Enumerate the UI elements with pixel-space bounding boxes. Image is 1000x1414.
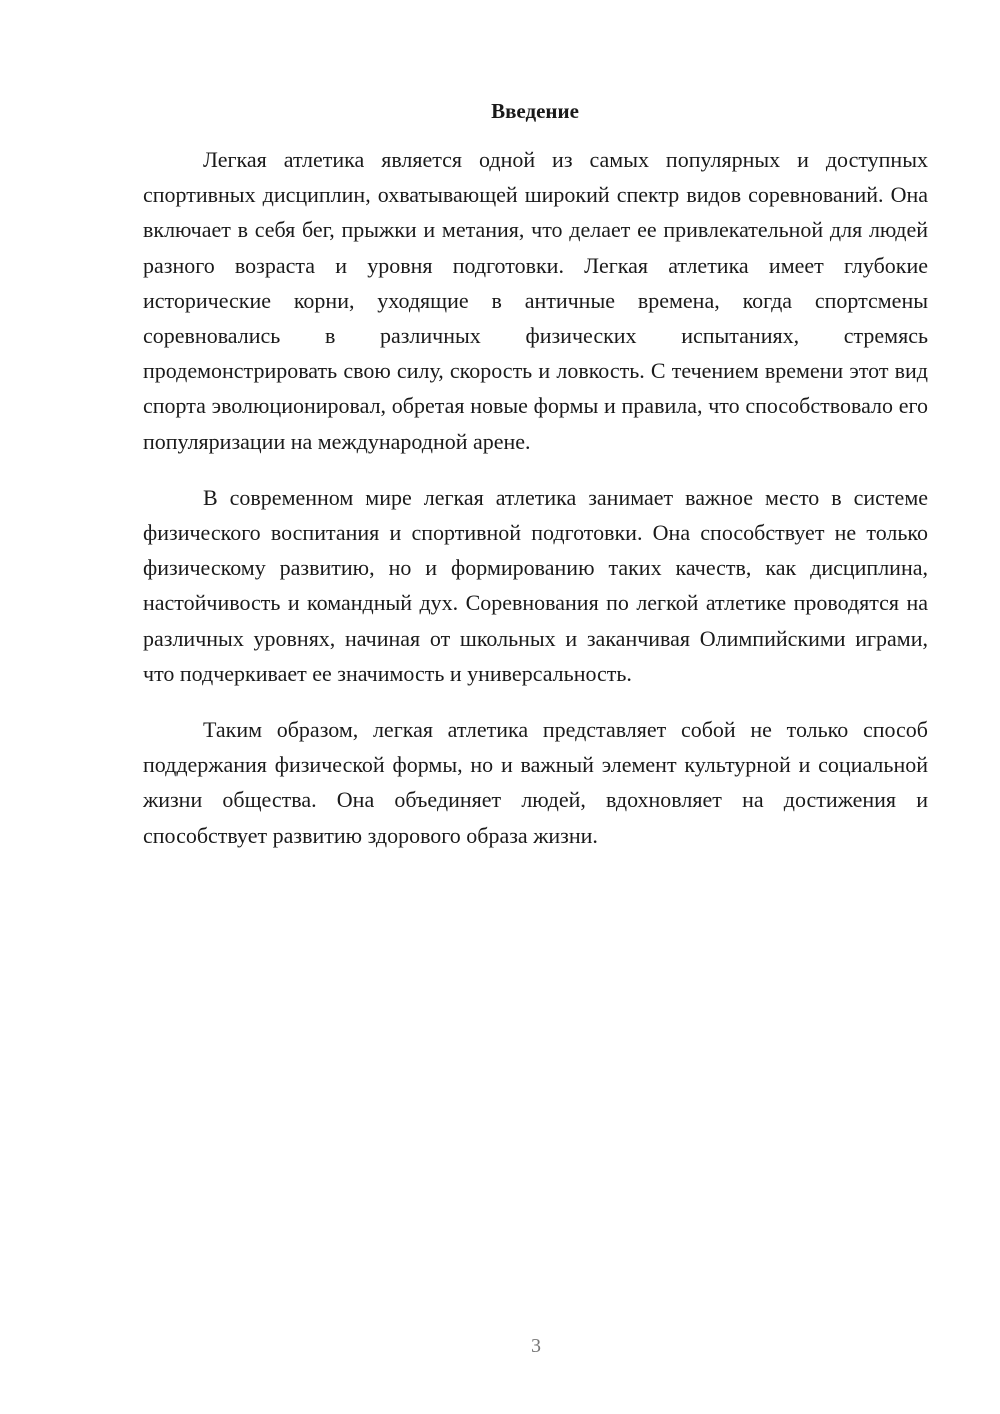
page-number: 3 [531, 1335, 541, 1357]
paragraph-3: Таким образом, легкая атлетика представляет собой не только способ поддержания физической формы, но и важный элемент культурной и социальной жизни общества. Она объединяет людей, вдохновляет на достижения и способствует развитию здорового образа жизни. [143, 717, 928, 848]
paragraph-2: В современном мире легкая атлетика занимает важное место в системе физического воспитания и спортивной подготовки. Она способствует не только физическому развитию, но и формированию таких качеств, как дисциплина, настойчивость и командный дух. Соревнования по легкой атлетике проводятся на различных уровнях, начиная от школьных и заканчивая Олимпийскими играми, что подчеркивает ее значимость и универсальность. [143, 484, 928, 686]
paragraph-1: Легкая атлетика является одной из самых популярных и доступных спортивных дисциплин, охватывающей широкий спектр видов соревнований. Она включает в себя бег, прыжки и метания, что делает ее привлекательной для людей разного возраста и уровня подготовки. Легкая атлетика имеет глубокие исторические корни, уходящие в античные времена, когда спортсмены соревновались в различных физических испытаниях, стремясь продемонстрировать свою силу, скорость и ловкость. С течением времени этот вид спорта эволюционировал, обретая новые формы и правила, что способствовало его популяризации на международной арене. [143, 147, 928, 454]
body-text [143, 142, 928, 874]
section-title: Введение [491, 99, 579, 123]
